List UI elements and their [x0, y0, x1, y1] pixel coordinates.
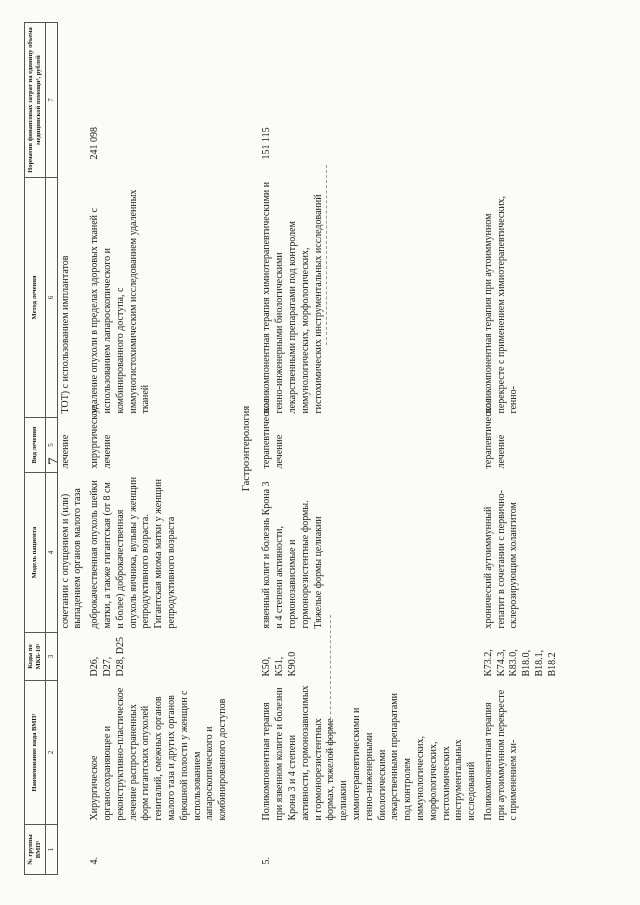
- icd-codes-cell: K50, K51, K90.0: [261, 651, 298, 677]
- group-number-cell: 5.: [261, 857, 273, 865]
- vmp-name-cell: Поликомпонентная терапия при язвенном колите и болезни Крона 3 и 4 степени активности, гормонозависимых и гормонорезистентных формах, тяжелой форме целиакии химиотерапевтическими и генно-инженерными биологическими лекарственными препаратами под контролем иммунологических, морфологических, гистохимических инструментальных исследований: [261, 685, 478, 821]
- col-number: 5: [45, 418, 57, 473]
- treatment-type-cell: лечение: [59, 434, 71, 469]
- vmp-table: [24, 22, 562, 875]
- header-vmp-name: Наименование вида ВМП¹: [25, 681, 46, 825]
- patient-model-cell: доброкачественная опухоль шейки матки, а также гигантская (от 8 см и более) доброкачественная опухоль яичника, вульвы у женщин репродуктивного возраста. Гигантская миома матки у женщин репродуктивного возраста: [89, 476, 177, 629]
- header-treatment-type: Вид лечения: [25, 418, 46, 473]
- table-row-continued: [57, 23, 87, 875]
- table-row-5: [259, 23, 481, 875]
- section-row: [232, 23, 259, 875]
- group-number-cell: 4.: [89, 857, 101, 865]
- treatment-method-cell: ТОТ) с использованием имплантатов: [59, 255, 71, 414]
- table-row-6: [481, 23, 562, 875]
- patient-model-cell: сочетании с опущением и (или) выпадением органов малого таза: [59, 488, 84, 629]
- table-row-4: [87, 23, 232, 875]
- treatment-type-cell: терапевтическое лечение: [261, 398, 286, 469]
- header-patient-model: Модель пациента: [25, 473, 46, 633]
- icd-codes-cell: K73.2, K74.3, K83.0, B18.0, B18.1, B18.2: [482, 649, 558, 677]
- treatment-method-cell: удаление опухоли в пределах здоровых тканей с использованием лапароскопического и комбинированного доступа, с иммуногистохимическим исследованием удаленных тканей: [89, 189, 152, 414]
- cost-norm-cell: 151 115: [261, 127, 273, 160]
- column-number-row: [45, 23, 57, 875]
- treatment-type-cell: терапевтическое лечение: [482, 398, 507, 469]
- treatment-type-cell: хирургическое лечение: [89, 405, 113, 469]
- header-icd-codes: Коды по МКБ-10²: [25, 633, 46, 681]
- section-title: Гастроэнтерология: [240, 405, 252, 492]
- col-number: 3: [45, 633, 57, 681]
- treatment-method-cell: поликомпонентная терапия химиотерапевтическими и генно-инженерными биологическими лекарственными препаратами под контролем иммунологических, морфологических, гистохимических инструментальных исследований: [261, 181, 324, 414]
- header-cost-norm: Норматив финансовых затрат на единицу объема медицинской помощи³, рублей: [25, 23, 46, 178]
- patient-model-cell: хронический аутоиммунный гепатит в сочетании с первично-склерозирующим холангитом: [482, 490, 520, 629]
- col-number: 2: [45, 681, 57, 825]
- page-number: 7: [46, 457, 62, 465]
- header-group-number: № группы ВМП¹: [25, 825, 46, 875]
- col-number: 6: [45, 178, 57, 418]
- table-header-row: [25, 23, 46, 875]
- vmp-name-cell: Поликомпонентная терапия при аутоиммунном перекресте с применением хи-: [482, 689, 520, 821]
- col-number: 7: [45, 23, 57, 178]
- patient-model-cell: язвенный колит и болезнь Крона 3 и 4 степени активности, гормонозависимые и гормонорезистентные формы. Тяжелые формы целиакии: [261, 481, 324, 629]
- cost-norm-cell: 241 098: [89, 127, 101, 160]
- header-treatment-method: Метод лечения: [25, 178, 46, 418]
- treatment-method-cell: поликомпонентная терапия при аутоиммунном перекресте с применением химиотерапевтических, генно-: [482, 195, 520, 414]
- col-number: 4: [45, 473, 57, 633]
- col-number: 1: [45, 825, 57, 875]
- vmp-name-cell: Хирургическое органосохраняющее и реконструктивно-пластическое лечение распространенных форм гигантских опухолей гениталий, смежных органов малого таза и других органов брюшной полости у женщин с использованием лапароскопического и комбинированного доступов: [89, 687, 229, 821]
- icd-codes-cell: D26, D27, D28, D25: [89, 637, 126, 677]
